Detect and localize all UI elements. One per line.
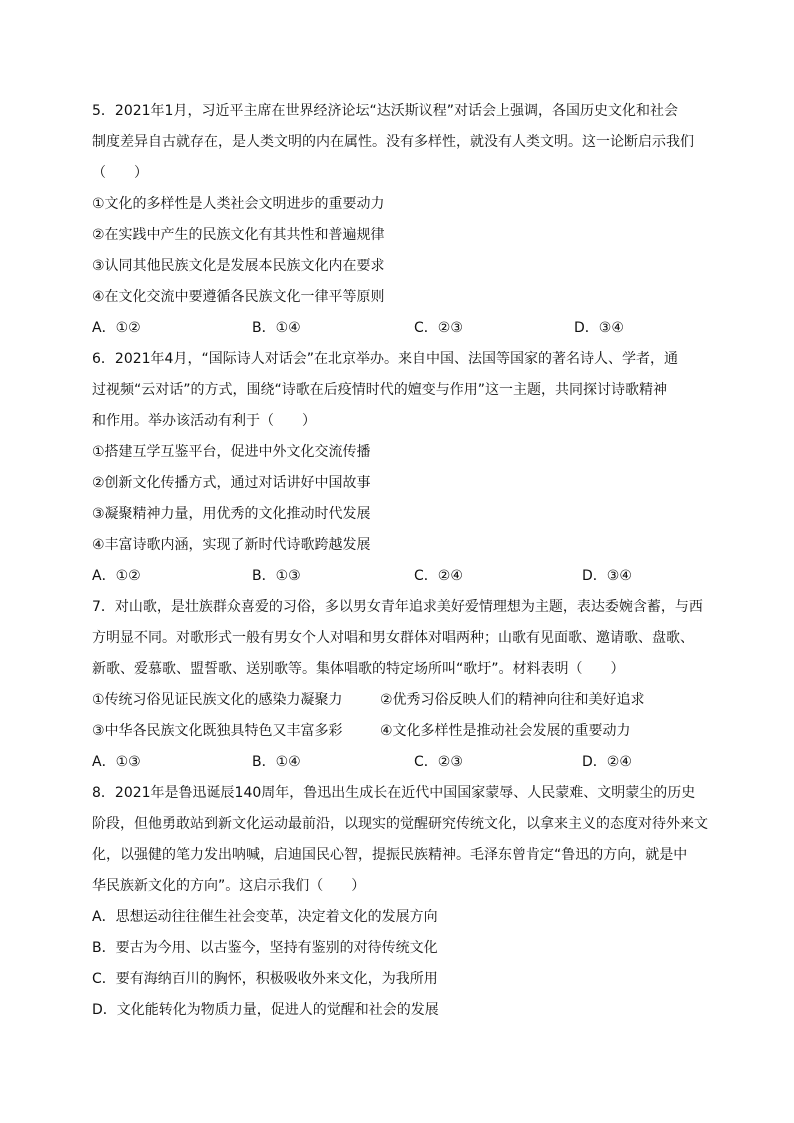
question-8-option-c[interactable]: C．要有海纳百川的胸怀，积极吸收外来文化，为我所用 [92, 971, 438, 987]
exam-page [92, 96, 712, 1026]
question-7-option-a[interactable]: A．①③ [92, 754, 141, 770]
question-6-option-d[interactable]: D．③④ [582, 568, 632, 584]
question-7-stem-line-2: 方明显不同。对歌形式一般有男女个人对唱和男女群体对唱两种；山歌有见面歌、邀请歌、盘歌、 [92, 630, 694, 646]
question-7-option-d[interactable]: D．②④ [582, 754, 632, 770]
question-7-statement-1: ①传统习俗见证民族文化的感染力凝聚力 [92, 692, 343, 708]
question-6-stem-line-1: 6．2021年4月，“国际诗人对话会”在北京举办。来自中国、法国等国家的著名诗人、学者，通 [92, 351, 678, 367]
question-5-option-b[interactable]: B．①④ [252, 320, 301, 336]
question-7-option-c[interactable]: C．②③ [414, 754, 463, 770]
question-8-option-a[interactable]: A．思想运动往往催生社会变革，决定着文化的发展方向 [92, 909, 438, 925]
question-8-stem-line-2: 阶段，但他勇敢站到新文化运动最前沿，以现实的觉醒研究传统文化，以拿来主义的态度对待外来文 [92, 816, 708, 832]
question-7-statement-4: ④文化多样性是推动社会发展的重要动力 [380, 723, 631, 739]
question-5-option-c[interactable]: C．②③ [414, 320, 463, 336]
question-6-statement-1: ①搭建互学互鉴平台，促进中外文化交流传播 [92, 444, 371, 460]
question-5-statement-3: ③认同其他民族文化是发展本民族文化内在要求 [92, 258, 385, 274]
question-8 [92, 778, 712, 1026]
question-8-stem-line-4: 华民族新文化的方向”。这启示我们（ ） [92, 878, 366, 894]
question-5-options [92, 313, 712, 344]
question-8-stem-line-1: 8．2021年是鲁迅诞辰140周年，鲁迅出生成长在近代中国国家蒙辱、人民蒙难、文明蒙尘的历史 [92, 785, 696, 801]
question-7-stem-line-1: 7．对山歌，是壮族群众喜爱的习俗，多以男女青年追求美好爱情理想为主题，表达委婉含蓄，与西 [92, 599, 703, 615]
question-7-options [92, 747, 712, 778]
question-6-statement-2: ②创新文化传播方式，通过对话讲好中国故事 [92, 475, 371, 491]
question-6-option-a[interactable]: A．①② [92, 568, 141, 584]
question-7-statement-2: ②优秀习俗反映人们的精神向往和美好追求 [380, 692, 645, 708]
question-7-stem-line-3: 新歌、爱慕歌、盟誓歌、送别歌等。集体唱歌的特定场所叫“歌圩”。材料表明（ ） [92, 661, 625, 677]
question-6-stem-line-2: 过视频“云对话”的方式，围绕“诗歌在后疫情时代的嬗变与作用”这一主题，共同探讨诗歌精神 [92, 382, 668, 398]
question-8-option-d[interactable]: D．文化能转化为物质力量，促进人的觉醒和社会的发展 [92, 1002, 439, 1018]
question-5-statement-4: ④在文化交流中要遵循各民族文化一律平等原则 [92, 289, 385, 305]
question-5-stem-line-3: （ ） [92, 165, 148, 181]
question-6-statement-4: ④丰富诗歌内涵，实现了新时代诗歌跨越发展 [92, 537, 371, 553]
question-6-stem-line-3: 和作用。举办该活动有利于（ ） [92, 413, 316, 429]
question-6-options [92, 561, 712, 592]
question-7-statements-row-1 [92, 685, 712, 716]
question-7 [92, 592, 712, 778]
question-5 [92, 96, 712, 344]
question-7-statements-row-2 [92, 716, 712, 747]
question-5-option-d[interactable]: D．③④ [574, 320, 624, 336]
question-5-statement-2: ②在实践中产生的民族文化有其共性和普遍规律 [92, 227, 385, 243]
question-6-option-c[interactable]: C．②④ [414, 568, 463, 584]
question-7-option-b[interactable]: B．①④ [252, 754, 301, 770]
question-5-statement-1: ①文化的多样性是人类社会文明进步的重要动力 [92, 196, 385, 212]
question-6 [92, 344, 712, 592]
question-6-statement-3: ③凝聚精神力量，用优秀的文化推动时代发展 [92, 506, 371, 522]
question-5-stem-line-1: 5．2021年1月，习近平主席在世界经济论坛“达沃斯议程”对话会上强调，各国历史文化和社会 [92, 103, 678, 119]
question-5-stem-line-2: 制度差异自古就存在，是人类文明的内在属性。没有多样性，就没有人类文明。这一论断启示我们 [92, 134, 694, 150]
question-7-statement-3: ③中华各民族文化既独具特色又丰富多彩 [92, 723, 343, 739]
question-8-stem-line-3: 化，以强健的笔力发出呐喊，启迪国民心智，提振民族精神。毛泽东曾肯定“鲁迅的方向，就是中 [92, 847, 688, 863]
question-8-option-b[interactable]: B．要古为今用、以古鉴今，坚持有鉴别的对待传统文化 [92, 940, 438, 956]
question-6-option-b[interactable]: B．①③ [252, 568, 301, 584]
question-5-option-a[interactable]: A．①② [92, 320, 141, 336]
